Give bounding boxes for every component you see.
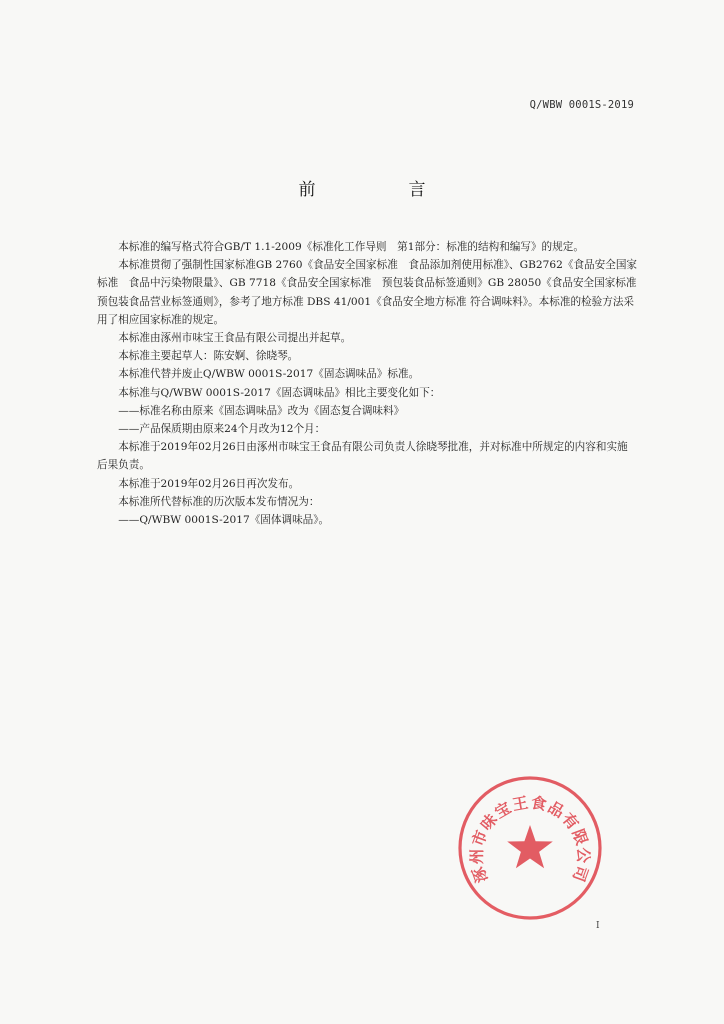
document-body	[97, 238, 637, 529]
document-number: Q/WBW 0001S-2019	[529, 99, 634, 111]
paragraph-supersedes: 本标准代替并废止Q/WBW 0001S-2017《固态调味品》标准。	[118, 368, 420, 381]
paragraph-mandatory-standards: 本标准贯彻了强制性国家标准GB 2760《食品安全国家标准 食品添加剂使用标准》、GB2762《食品安全国家标准 食品中污染物限量》、GB 7718《食品安全国家标准 预包装食品标签通则》GB 28050《食品安全国家标准 预包装食品营业标签通则》，参考了地方标准 DBS 41/001《食品安全地方标准 符合调味料》。本标准的检验方法采用了相应国家标准的规定。	[97, 259, 638, 326]
seal-text: 涿州市味宝王食品有限公司	[466, 792, 594, 886]
list-item-history: ——Q/WBW 0001S-2017《固体调味品》。	[118, 514, 330, 527]
paragraph-format: 本标准的编写格式符合GB/T 1.1-2009《标准化工作导则 第1部分：标准的结构和编写》的规定。	[118, 241, 584, 253]
page-title: 前 言	[298, 180, 464, 200]
paragraph-history-intro: 本标准所代替标准的历次版本发布情况为：	[118, 495, 320, 508]
page-number: I	[596, 921, 600, 931]
list-item-change-shelf-life: ——产品保质期由原来24个月改为12个月：	[118, 423, 326, 436]
list-item-change-name: ——标准名称由原来《固态调味品》改为《固态复合调味料》	[118, 404, 405, 417]
paragraph-approval: 本标准于2019年02月26日由涿州市味宝王食品有限公司负责人徐晓琴批准，并对标准中所规定的内容和实施后果负责。	[97, 441, 628, 472]
paragraph-drafters: 本标准主要起草人：陈安婀、徐晓琴。	[118, 350, 299, 363]
seal-star-icon	[507, 825, 553, 868]
paragraph-changes-intro: 本标准与Q/WBW 0001S-2017《固态调味品》相比主要变化如下：	[118, 386, 441, 399]
paragraph-release: 本标准于2019年02月26日再次发布。	[118, 477, 300, 490]
company-seal	[455, 773, 605, 923]
paragraph-drafting-org: 本标准由涿州市味宝王食品有限公司提出并起草。	[118, 332, 352, 345]
